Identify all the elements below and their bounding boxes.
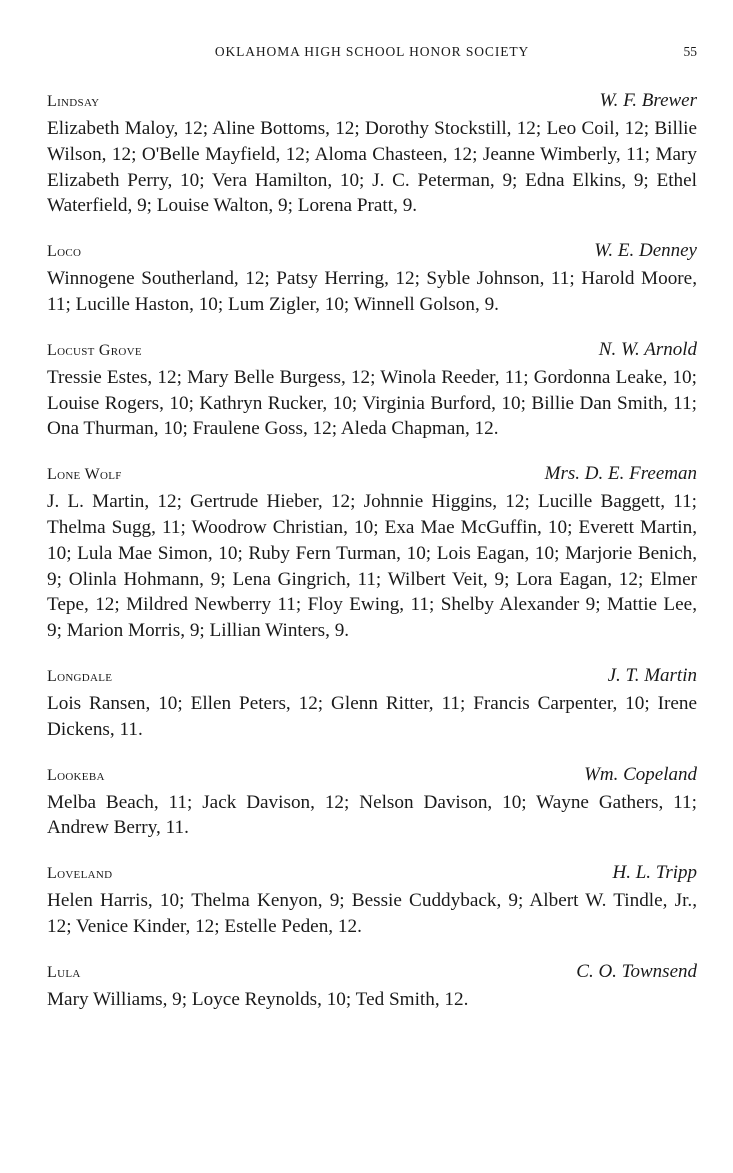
running-header <box>47 44 697 64</box>
school-entries <box>47 88 697 1032</box>
page-number: 55 <box>683 44 697 59</box>
running-title: OKLAHOMA HIGH SCHOOL HONOR SOCIETY <box>214 44 530 59</box>
school-entry <box>47 461 697 644</box>
school-name: Loco <box>47 243 82 261</box>
member-list: Mary Williams, 9; Loyce Reynolds, 10; Ted Smith, 12. <box>47 988 469 1010</box>
member-list: Melba Beach, 11; Jack Davison, 12; Nelson Davison, 10; Wayne Gathers, 11; Andrew Berry, 11. <box>47 791 697 839</box>
sponsor-name: N. W. Arnold <box>598 338 697 360</box>
member-list: Lois Ransen, 10; Ellen Peters, 12; Glenn Ritter, 11; Francis Carpenter, 10; Irene Dickens, 11. <box>47 692 697 740</box>
school-name: Lindsay <box>47 93 100 110</box>
school-name: Lookeba <box>47 766 105 784</box>
school-entry <box>47 663 697 743</box>
school-name: Locust Grove <box>47 341 142 359</box>
member-list: Tressie Estes, 12; Mary Belle Burgess, 12; Winola Reeder, 11; Gordonna Leake, 10; Louise Rogers, 10; Kathryn Rucker, 10; Virginia Burford, 10; Billie Dan Smith, 11; Ona Thurman, 10; Fraulene Goss, 12; Aleda Chapman, 12. <box>47 366 697 440</box>
sponsor-name: J. T. Martin <box>607 664 697 686</box>
entry-heading <box>47 461 697 487</box>
school-entry <box>47 762 697 842</box>
sponsor-name: H. L. Tripp <box>612 862 697 884</box>
sponsor-name: W. F. Brewer <box>599 90 697 111</box>
member-list: Winnogene Southerland, 12; Patsy Herring, 12; Syble Johnson, 11; Harold Moore, 11; Lucille Haston, 10; Lum Zigler, 10; Winnell Golson, 9. <box>47 268 697 315</box>
entry-heading <box>47 88 697 114</box>
sponsor-name: W. E. Denney <box>594 240 697 262</box>
school-entry <box>47 337 697 442</box>
entry-heading <box>47 860 697 886</box>
school-entry <box>47 860 697 940</box>
school-entry <box>47 959 697 1013</box>
entry-heading <box>47 663 697 689</box>
sponsor-name: C. O. Townsend <box>576 960 697 982</box>
school-entry <box>47 88 697 219</box>
school-name: Lula <box>47 963 81 981</box>
entry-heading <box>47 959 697 985</box>
sponsor-name: Mrs. D. E. Freeman <box>544 463 697 485</box>
entry-heading <box>47 762 697 788</box>
member-list: Elizabeth Maloy, 12; Aline Bottoms, 12; Dorothy Stockstill, 12; Leo Coil, 12; Billie Wilson, 12; O'Belle Mayfield, 12; Aloma Chasteen, 12; Jeanne Wimberly, 11; Mary Elizabeth Perry, 10; Vera Hamilton, 10; J. C. Peterman, 9; Edna Elkins, 9; Ethel Waterfield, 9; Louise Walton, 9; Lorena Pratt, 9. <box>47 118 697 217</box>
entry-heading <box>47 238 697 264</box>
school-name: Lone Wolf <box>47 466 122 484</box>
member-list: Helen Harris, 10; Thelma Kenyon, 9; Bessie Cuddyback, 9; Albert W. Tindle, Jr., 12; Venice Kinder, 12; Estelle Peden, 12. <box>47 890 697 937</box>
school-name: Loveland <box>47 865 113 883</box>
sponsor-name: Wm. Copeland <box>584 763 697 785</box>
school-entry <box>47 238 697 318</box>
member-list: J. L. Martin, 12; Gertrude Hieber, 12; Johnnie Higgins, 12; Lucille Baggett, 11; Thelma Sugg, 11; Woodrow Christian, 10; Exa Mae McGuffin, 10; Everett Martin, 10; Lula Mae Simon, 10; Ruby Fern Turman, 10; Lois Eagan, 10; Marjorie Benich, 9; Olinla Hohmann, 9; Lena Gingrich, 11; Wilbert Veit, 9; Lora Eagan, 12; Elmer Tepe, 12; Mildred Newberry 11; Floy Ewing, 11; Shelby Alexander 9; Mattie Lee, 9; Marion Morris, 9; Lillian Winters, 9. <box>47 491 697 642</box>
school-name: Longdale <box>47 667 113 685</box>
entry-heading <box>47 337 697 363</box>
